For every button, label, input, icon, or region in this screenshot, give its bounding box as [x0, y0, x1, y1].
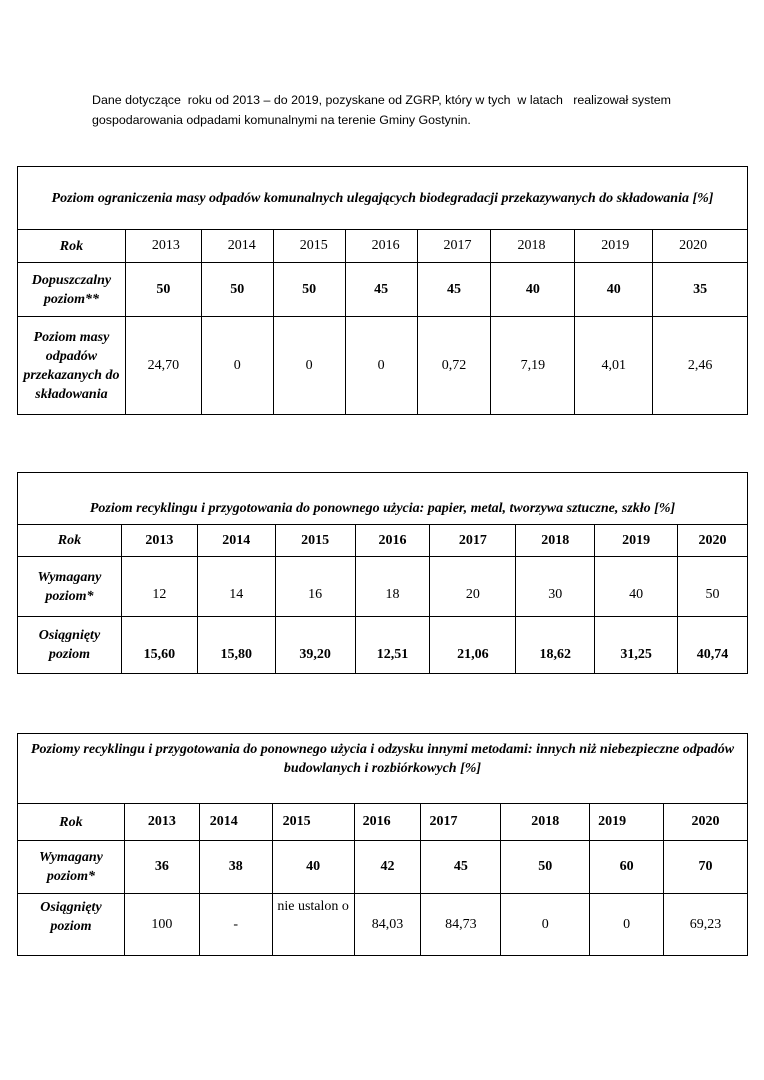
value-cell: 18,62 [516, 617, 595, 674]
value-cell: 21,06 [430, 617, 516, 674]
value-cell: 84,73 [421, 894, 501, 956]
value-cell: 45 [421, 841, 501, 894]
year-cell: 2015 [275, 525, 355, 557]
value-cell: 4,01 [575, 317, 653, 415]
value-cell: nie ustalon o [272, 894, 354, 956]
value-cell: 16 [275, 557, 355, 617]
value-cell: 0 [201, 317, 273, 415]
table-recycling-paper-metal-plastic-glass [17, 472, 748, 674]
value-cell: 50 [201, 263, 273, 317]
year-cell: 2017 [430, 525, 516, 557]
year-cell: 2016 [345, 230, 417, 263]
value-cell: 40 [575, 263, 653, 317]
value-cell: 69,23 [664, 894, 748, 956]
year-cell: 2020 [678, 525, 748, 557]
value-cell: 35 [653, 263, 748, 317]
row-label: Wymagany poziom* [18, 557, 122, 617]
value-cell: 2,46 [653, 317, 748, 415]
year-cell: 2013 [124, 804, 199, 841]
table-title: Poziom recyklingu i przygotowania do ponownego użycia: papier, metal, tworzywa sztuczne, szkło [%] [18, 473, 748, 525]
year-cell: 2020 [664, 804, 748, 841]
table-title: Poziomy recyklingu i przygotowania do ponownego użycia i odzysku innymi metodami: innych niż niebezpieczne odpadów budowlanych i rozbiórkowych [%] [18, 734, 748, 804]
year-cell: 2019 [595, 525, 678, 557]
value-cell: 50 [501, 841, 590, 894]
value-cell: - [199, 894, 272, 956]
value-cell: 50 [273, 263, 345, 317]
year-cell: 2019 [590, 804, 664, 841]
value-cell: 45 [345, 263, 417, 317]
value-cell: 50 [678, 557, 748, 617]
year-cell: 2015 [272, 804, 354, 841]
year-cell: 2014 [199, 804, 272, 841]
year-cell: 2018 [501, 804, 590, 841]
value-cell: 42 [354, 841, 421, 894]
table-biodegradable-waste [17, 166, 748, 415]
value-cell: 24,70 [125, 317, 201, 415]
row-label: Osiągnięty poziom [18, 617, 122, 674]
value-cell: 15,60 [121, 617, 197, 674]
value-cell: 12,51 [355, 617, 430, 674]
value-cell: 0 [590, 894, 664, 956]
value-cell: 70 [664, 841, 748, 894]
header-label: Rok [18, 525, 122, 557]
value-cell: 39,20 [275, 617, 355, 674]
value-cell: 14 [197, 557, 275, 617]
header-label: Rok [18, 230, 126, 263]
year-cell: 2014 [201, 230, 273, 263]
table-construction-waste-recycling [17, 733, 748, 956]
value-cell: 12 [121, 557, 197, 617]
row-label: Poziom masy odpadów przekazanych do składowania [18, 317, 126, 415]
row-label: Dopuszczalny poziom** [18, 263, 126, 317]
value-cell: 36 [124, 841, 199, 894]
value-cell: 0,72 [417, 317, 491, 415]
row-label: Wymagany poziom* [18, 841, 125, 894]
year-cell: 2013 [125, 230, 201, 263]
intro-text: Dane dotyczące roku od 2013 – do 2019, pozyskane od ZGRP, który w tych w latach realizował system gospodarowania odpadami komunalnymi na terenie Gminy Gostynin. [92, 93, 671, 127]
value-cell: 40 [595, 557, 678, 617]
year-cell: 2016 [355, 525, 430, 557]
value-cell: 7,19 [491, 317, 575, 415]
year-cell: 2020 [653, 230, 748, 263]
header-label: Rok [18, 804, 125, 841]
year-cell: 2015 [273, 230, 345, 263]
table-title: Poziom ograniczenia masy odpadów komunalnych ulegających biodegradacji przekazywanych do składowania [%] [18, 167, 748, 230]
value-cell: 45 [417, 263, 491, 317]
value-cell: 0 [345, 317, 417, 415]
value-cell: 40,74 [678, 617, 748, 674]
value-cell: 20 [430, 557, 516, 617]
row-label: Osiągnięty poziom [18, 894, 125, 956]
value-cell: 40 [272, 841, 354, 894]
year-cell: 2016 [354, 804, 421, 841]
value-cell: 38 [199, 841, 272, 894]
year-cell: 2018 [516, 525, 595, 557]
value-cell: 0 [273, 317, 345, 415]
value-cell: 15,80 [197, 617, 275, 674]
value-cell: 31,25 [595, 617, 678, 674]
value-cell: 84,03 [354, 894, 421, 956]
year-cell: 2018 [491, 230, 575, 263]
value-cell: 0 [501, 894, 590, 956]
value-cell: 30 [516, 557, 595, 617]
year-cell: 2017 [421, 804, 501, 841]
year-cell: 2019 [575, 230, 653, 263]
year-cell: 2013 [121, 525, 197, 557]
value-cell: 100 [124, 894, 199, 956]
value-cell: 50 [125, 263, 201, 317]
value-cell: 60 [590, 841, 664, 894]
year-cell: 2017 [417, 230, 491, 263]
value-cell: 40 [491, 263, 575, 317]
year-cell: 2014 [197, 525, 275, 557]
value-cell: 18 [355, 557, 430, 617]
